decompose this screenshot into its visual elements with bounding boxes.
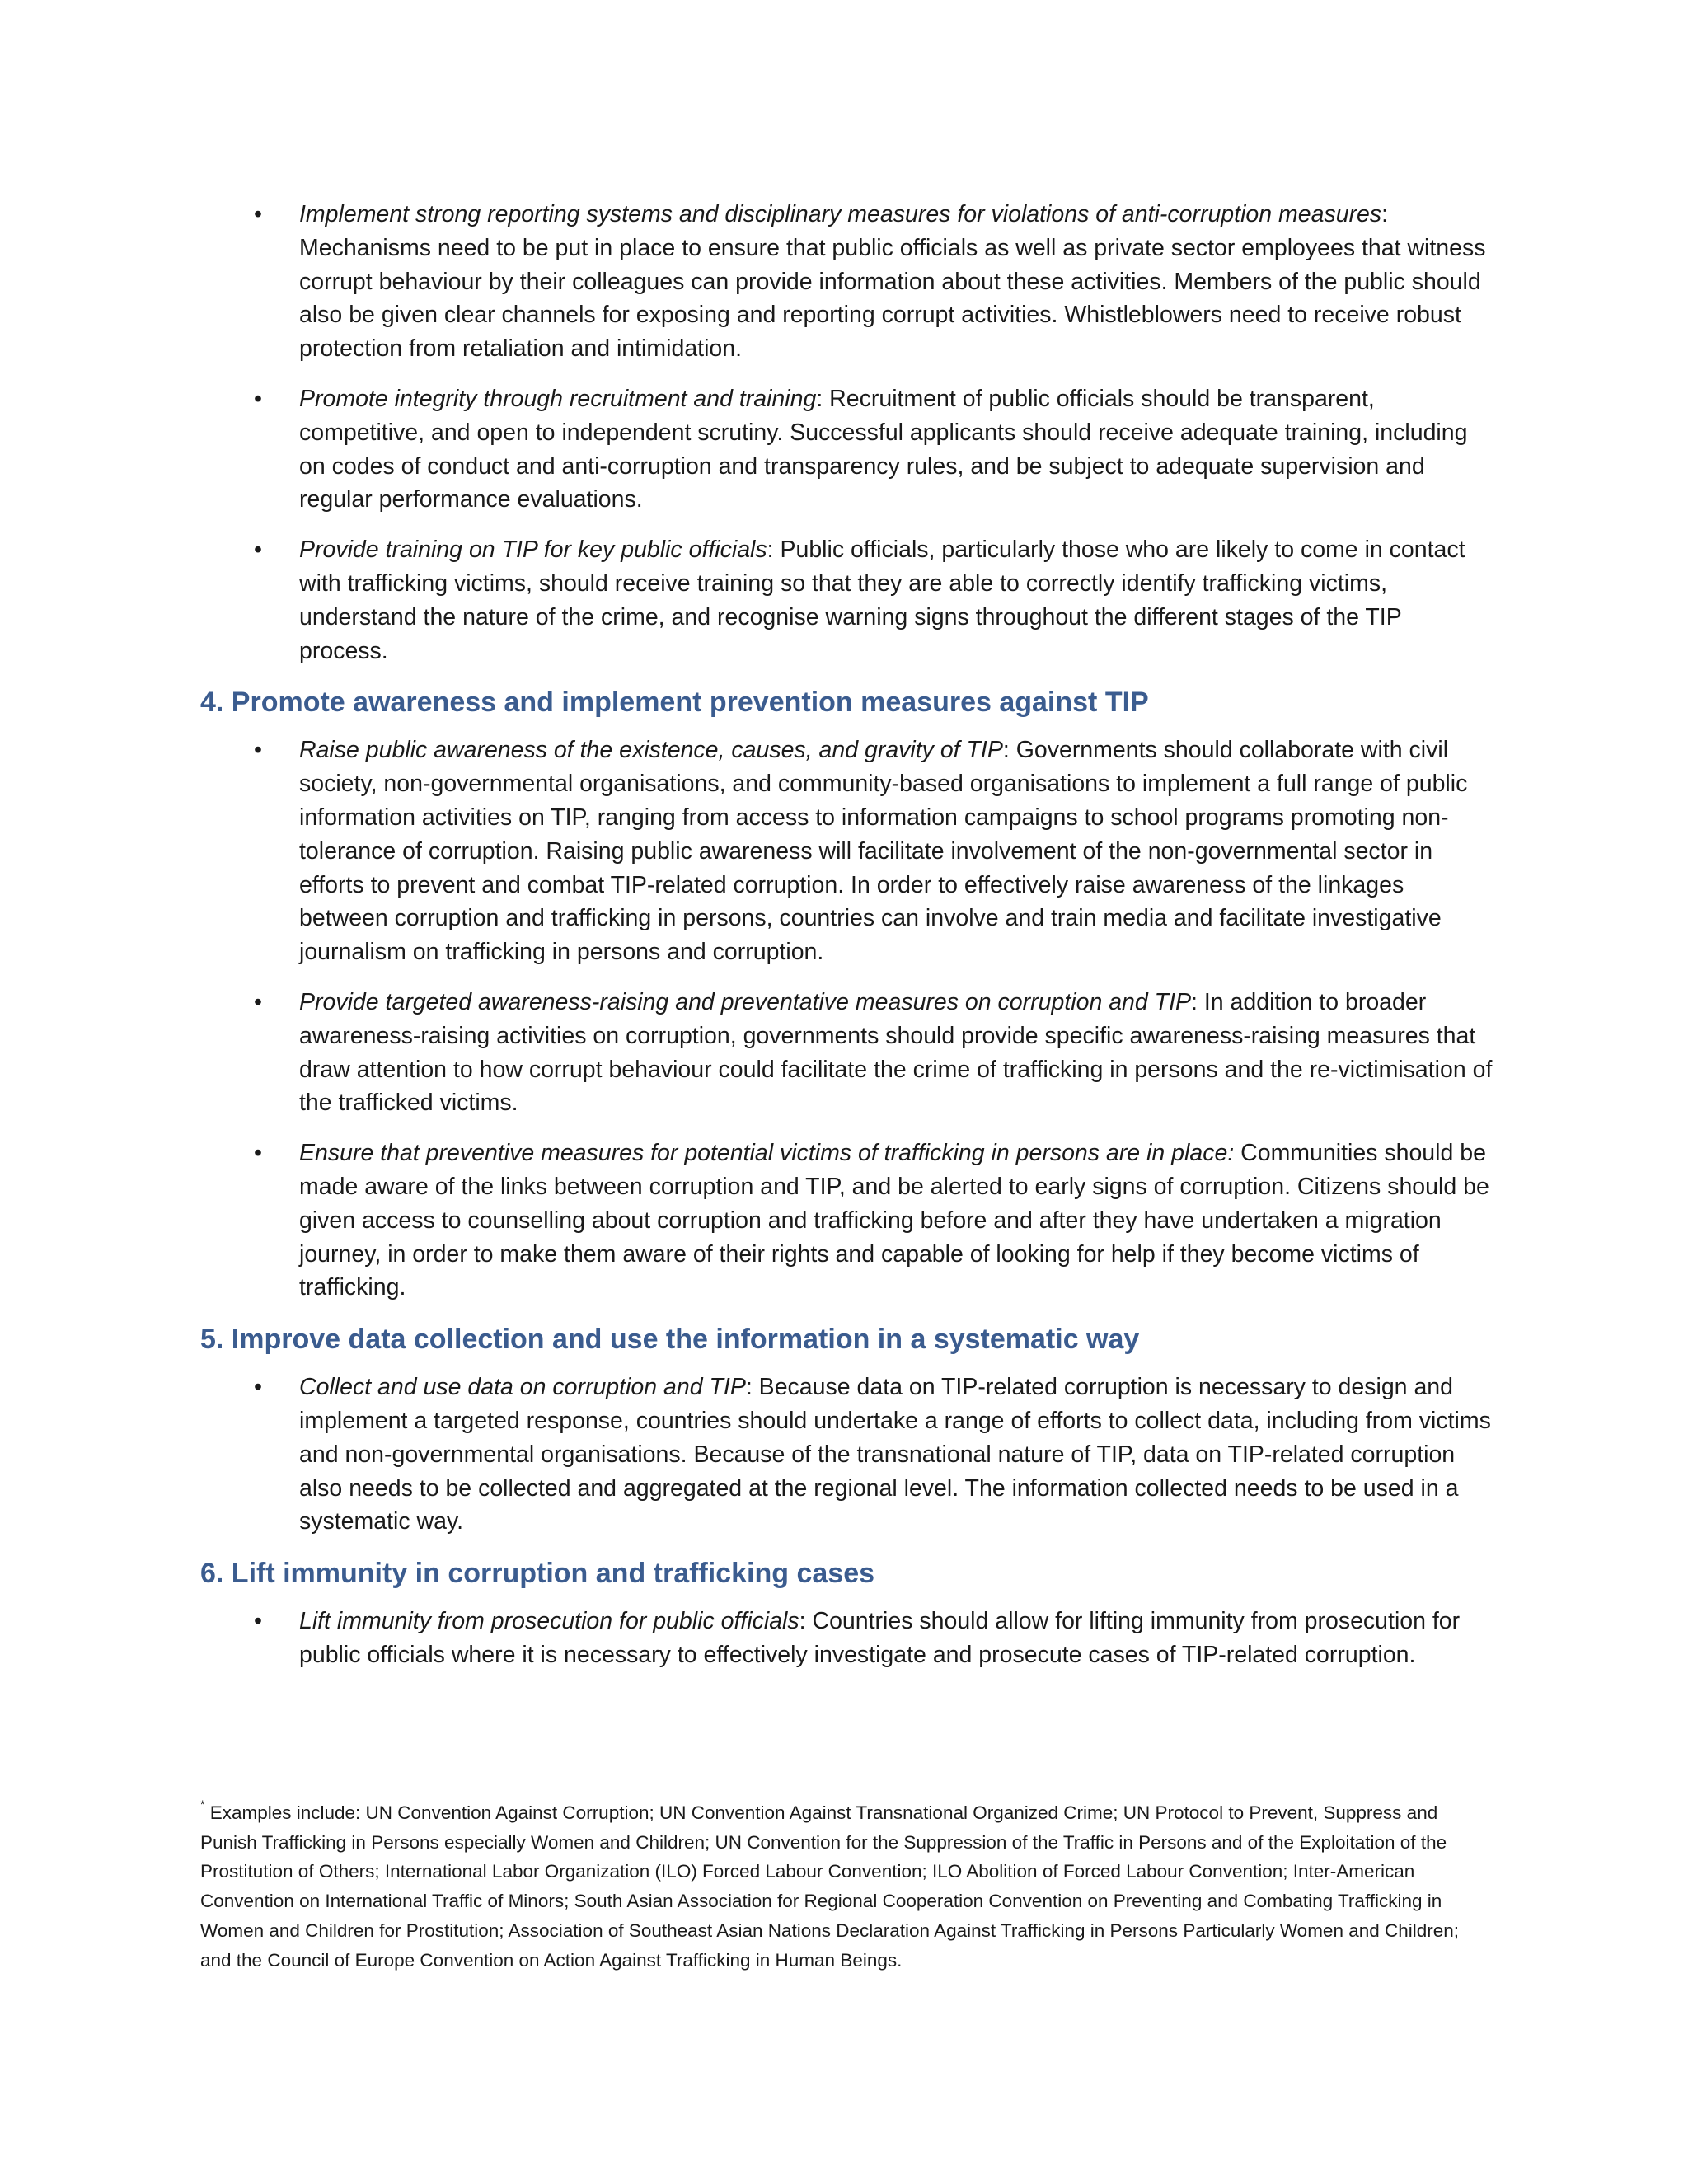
footnote-text: Examples include: UN Convention Against Corruption; UN Convention Against Transnational Organized Crime; UN Protocol to Prevent, Suppress and Punish Trafficking in Persons especially Women and Children; UN Convention for the Suppression of the Traffic in Persons and of the Exploitation of the Prostitution of Others; International Labor Organization (ILO) Forced Labour Convention; ILO Abolition of Forced Labour Convention; Inter-American Convention on International Traffic of Minors; South Asian Association for Regional Cooperation Convention on Preventing and Combating Trafficking in Women and Children for Prostitution; Association of Southeast Asian Nations Declaration Against Trafficking in Persons Particularly Women and Children; and the Council of Europe Convention on Action Against Trafficking in Human Beings. xyxy=(200,1802,1460,1971)
bullet-lead: Promote integrity through recruitment and training xyxy=(299,385,817,412)
bullet-text: Communities should be made aware of the links between corruption and TIP, and be alerted to early signs of corruption. Citizens should be given access to counselling about corruption and trafficking before and after they have undertaken a migration journey, in order to make them aware of their rights and capable of looking for help if they become victims of trafficking. xyxy=(299,1140,1489,1301)
footnote xyxy=(200,1798,1486,1975)
bullet-lead: Lift immunity from prosecution for public officials xyxy=(299,1608,799,1635)
bullet-marker: • xyxy=(254,385,262,412)
bullet-text: : Because data on TIP-related corruption is necessary to design and implement a targeted response, countries should undertake a range of efforts to collect data, including from victims and non-governmental organisations. Because of the transnational nature of TIP, data on TIP-related corruption also needs to be collected and aggregated at the regional level. The information collected needs to be used in a systematic way. xyxy=(299,1374,1491,1535)
bullet-text: : Governments should collaborate with civil society, non-governmental organisations, and community-based organisations to implement a full range of public information activities on TIP, ranging from access to information campaigns to school programs promoting non-tolerance of corruption. Raising public awareness will facilitate involvement of the non-governmental sector in efforts to prevent and combat TIP-related corruption. In order to effectively raise awareness of the linkages between corruption and trafficking in persons, countries can involve and train media and facilitate investigative journalism on trafficking in persons and corruption. xyxy=(299,737,1468,966)
bullet-item xyxy=(200,533,1494,668)
bullet-lead: Raise public awareness of the existence, causes, and gravity of TIP xyxy=(299,737,1003,764)
footnote-marker: * xyxy=(200,1797,205,1811)
section-heading-6: 6. Lift immunity in corruption and trafficking cases xyxy=(200,1558,875,1590)
bullet-lead: Provide targeted awareness-raising and preventative measures on corruption and TIP xyxy=(299,988,1192,1015)
document-body xyxy=(200,198,1494,1689)
bullet-marker: • xyxy=(254,201,262,227)
bullet-item xyxy=(200,1371,1494,1539)
bullet-text: : Countries should allow for lifting immunity from prosecution for public officials where it is necessary to effectively investigate and prosecute cases of TIP-related corruption. xyxy=(299,1608,1461,1668)
bullet-item xyxy=(200,986,1494,1120)
bullet-lead: Provide training on TIP for key public officials xyxy=(299,537,767,564)
bullet-item xyxy=(200,1137,1494,1305)
bullet-marker: • xyxy=(254,1608,262,1635)
section-heading-5: 5. Improve data collection and use the information in a systematic way xyxy=(200,1324,1140,1356)
bullet-lead: Implement strong reporting systems and disciplinary measures for violations of anti-corruption measures xyxy=(299,201,1382,227)
bullet-text: : In addition to broader awareness-raising activities on corruption, governments should provide specific awareness-raising measures that draw attention to how corrupt behaviour could facilitate the crime of trafficking in persons and the re-victimisation of the trafficked victims. xyxy=(299,988,1493,1117)
bullet-item xyxy=(200,733,1494,969)
bullet-marker: • xyxy=(254,537,262,564)
bullet-item xyxy=(200,1605,1494,1672)
bullet-marker: • xyxy=(254,1374,262,1401)
bullet-lead: Ensure that preventive measures for potential victims of trafficking in persons are in place: xyxy=(299,1140,1235,1167)
bullet-item xyxy=(200,198,1494,366)
bullet-marker: • xyxy=(254,737,262,764)
section-heading-4: 4. Promote awareness and implement prevention measures against TIP xyxy=(200,687,1149,719)
bullet-lead: Collect and use data on corruption and TIP xyxy=(299,1374,746,1401)
bullet-item xyxy=(200,382,1494,517)
bullet-text: : Recruitment of public officials should be transparent, competitive, and open to independent scrutiny. Successful applicants should receive adequate training, including on codes of conduct and anti-corruption and transparency rules, and be subject to adequate supervision and regular performance evaluations. xyxy=(299,385,1468,513)
bullet-marker: • xyxy=(254,988,262,1015)
bullet-text: : Mechanisms need to be put in place to ensure that public officials as well as private sector employees that witness corrupt behaviour by their colleagues can provide information about these activities. Members of the public should also be given clear channels for exposing and reporting corrupt activities. Whistleblowers need to receive robust protection from retaliation and intimidation. xyxy=(299,201,1486,363)
bullet-marker: • xyxy=(254,1140,262,1167)
bullet-text: : Public officials, particularly those who are likely to come in contact with trafficking victims, should receive training so that they are able to correctly identify trafficking victims, understand the nature of the crime, and recognise warning signs throughout the different stages of the TIP process. xyxy=(299,537,1465,664)
